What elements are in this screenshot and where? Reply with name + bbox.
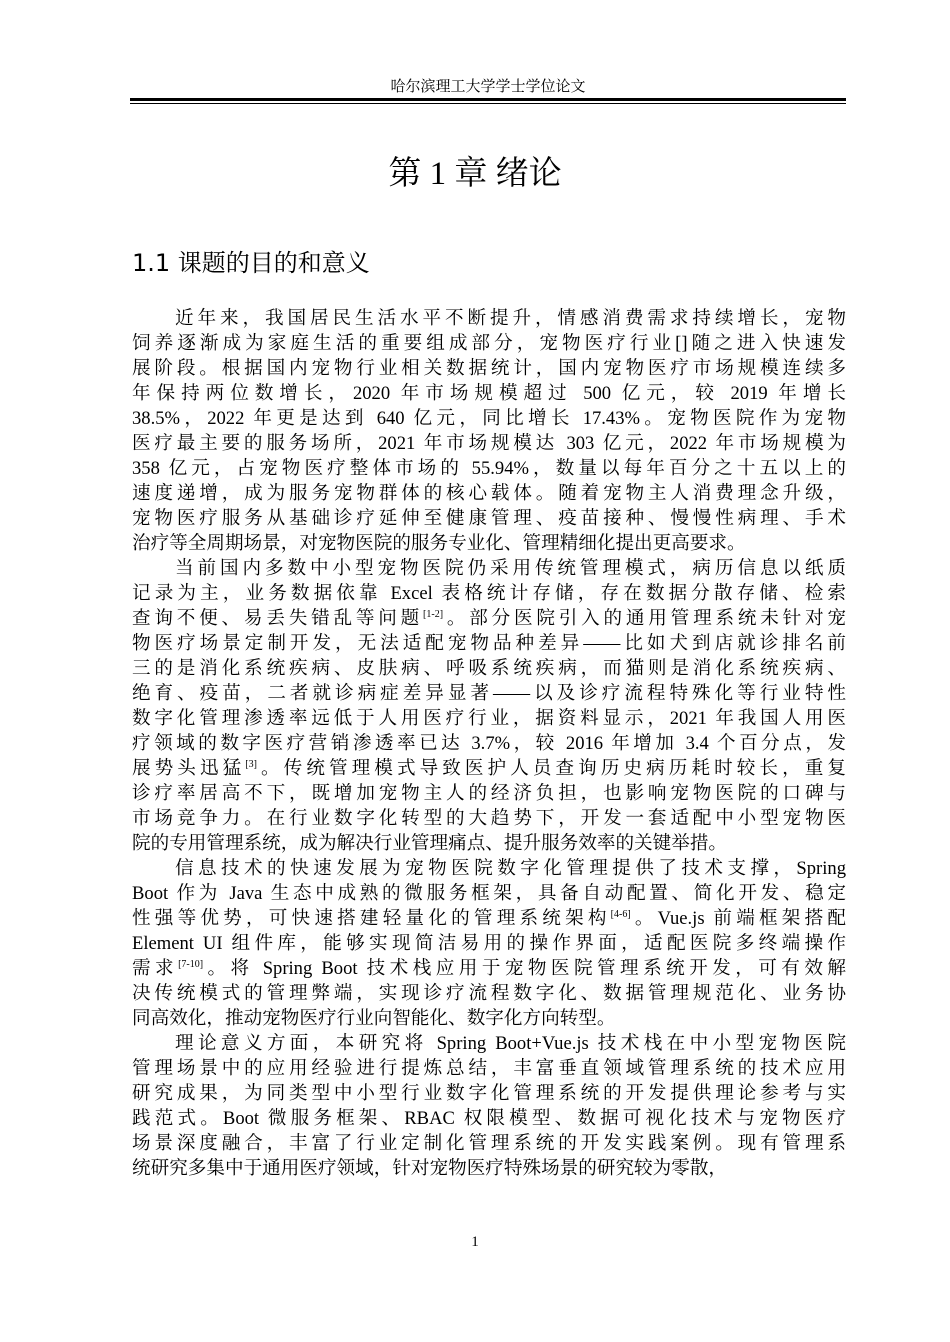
text-segment: 需求 [132,958,179,979]
text-segment: 性强等优势，可快速搭建轻量化的管理系统架构 [132,908,611,929]
text-line: 358 亿元，占宠物医疗整体市场的 55.94%，数量以每年百分之十五以上的 [132,458,846,479]
text-line: Element UI 组件库，能够实现简洁易用的操作界面，适配医院多终端操作 [132,933,846,954]
text-line: 绝育、疫苗，二者就诊病症差异显著——以及诊疗流程特殊化等行业特性 [132,683,846,704]
text-line: 管理场景中的应用经验进行提炼总结，丰富垂直领域管理系统的技术应用 [132,1058,846,1079]
body-text [132,306,846,1181]
text-line: 信息技术的快速发展为宠物医院数字化管理提供了技术支撑，Spring [175,858,846,879]
section-title: 1.1 课题的目的和意义 [132,249,370,277]
text-line: 院的专用管理系统，成为解决行业管理痛点、提升服务效率的关键举措。 [132,833,728,854]
text-segment: 。将 Spring Boot 技术栈应用于宠物医院管理系统开发，可有效解 [203,958,846,979]
text-line: 统研究多集中于通用医疗领域，针对宠物医疗特殊场景的研究较为零散， [132,1158,728,1179]
text-segment: 。传统管理模式导致医护人员查询历史病历耗时较长，重复 [256,758,846,779]
text-line [132,606,846,631]
text-line: 宠物医疗服务从基础诊疗延伸至健康管理、疫苗接种、慢慢性病理、手术 [132,508,846,529]
text-segment: 查询不便、易丢失错乱等问题 [132,608,424,629]
text-line: 数字化管理渗透率远低于人用医疗行业，据资料显示，2021 年我国人用医 [132,708,846,729]
chapter-title: 第 1 章 绪论 [388,156,562,192]
page-number: 1 [471,1234,479,1250]
text-line [132,906,846,931]
text-line: 物医疗场景定制开发，无法适配宠物品种差异——比如犬到店就诊排名前 [132,633,846,654]
text-line: 同高效化，推动宠物医疗行业向智能化、数字化方向转型。 [132,1008,616,1029]
header-rule-thick [130,98,846,101]
text-line: 速度递增，成为服务宠物群体的核心载体。随着宠物主人消费理念升级， [132,483,846,504]
text-line [132,756,846,781]
text-line [132,956,846,981]
text-line: 医疗最主要的服务场所，2021 年市场规模达 303 亿元，2022 年市场规模为 [132,433,846,454]
text-line: 理论意义方面，本研究将 Spring Boot+Vue.js 技术栈在中小型宠物医院 [175,1033,846,1054]
citation-superscript: [4-6] [610,908,631,920]
paragraph [132,856,846,1031]
text-line: 治疗等全周期场景，对宠物医院的服务专业化、管理精细化提出更高要求。 [132,533,746,554]
citation-superscript: [7-10] [178,958,204,970]
text-line: 记录为主，业务数据依靠 Excel 表格统计存储，存在数据分散存储、检索 [132,583,846,604]
text-line: 疗领域的数字医疗营销渗透率已达 3.7%，较 2016 年增加 3.4 个百分点，发 [132,733,846,754]
text-line: 近年来，我国居民生活水平不断提升，情感消费需求持续增长，宠物 [175,308,846,329]
text-line: 诊疗率居高不下，既增加宠物主人的经济负担，也影响宠物医院的口碑与 [132,783,846,804]
text-line: 38.5%，2022 年更是达到 640 亿元，同比增长 17.43%。宠物医院作为宠物 [132,408,846,429]
text-segment: 展势头迅猛 [132,758,246,779]
paragraph [132,556,846,856]
text-line: 市场竞争力。在行业数字化转型的大趋势下，开发一套适配中小型宠物医 [132,808,846,829]
text-line: 场景深度融合，丰富了行业定制化管理系统的开发实践案例。现有管理系 [132,1133,846,1154]
text-line: 三的是消化系统疾病、皮肤病、呼吸系统疾病，而猫则是消化系统疾病、 [132,658,846,679]
text-line: 决传统模式的管理弊端，实现诊疗流程数字化、数据管理规范化、业务协 [132,983,846,1004]
text-line: 年保持两位数增长，2020 年市场规模超过 500 亿元，较 2019 年增长 [132,383,846,404]
citation-superscript: [1-2] [423,608,444,620]
running-header: 哈尔滨理工大学学士学位论文 [390,79,586,95]
header-rule-thin [130,103,846,104]
text-segment: 。Vue.js 前端框架搭配 [630,908,846,929]
text-line: 践范式。Boot 微服务框架、RBAC 权限模型、数据可视化技术与宠物医疗 [132,1108,846,1129]
text-line: 研究成果，为同类型中小型行业数字化管理系统的开发提供理论参考与实 [132,1083,846,1104]
paragraph [132,1031,846,1181]
citation-superscript: [3] [245,758,257,770]
text-line: 饲养逐渐成为家庭生活的重要组成部分，宠物医疗行业[]随之进入快速发 [132,333,846,354]
text-line: 展阶段。根据国内宠物行业相关数据统计，国内宠物医疗市场规模连续多 [132,358,846,379]
paragraph [132,306,846,556]
text-line: Boot 作为 Java 生态中成熟的微服务框架，具备自动配置、简化开发、稳定 [132,883,846,904]
text-segment: 。部分医院引入的通用管理系统未针对宠 [443,608,846,629]
text-line: 当前国内多数中小型宠物医院仍采用传统管理模式，病历信息以纸质 [175,558,846,579]
